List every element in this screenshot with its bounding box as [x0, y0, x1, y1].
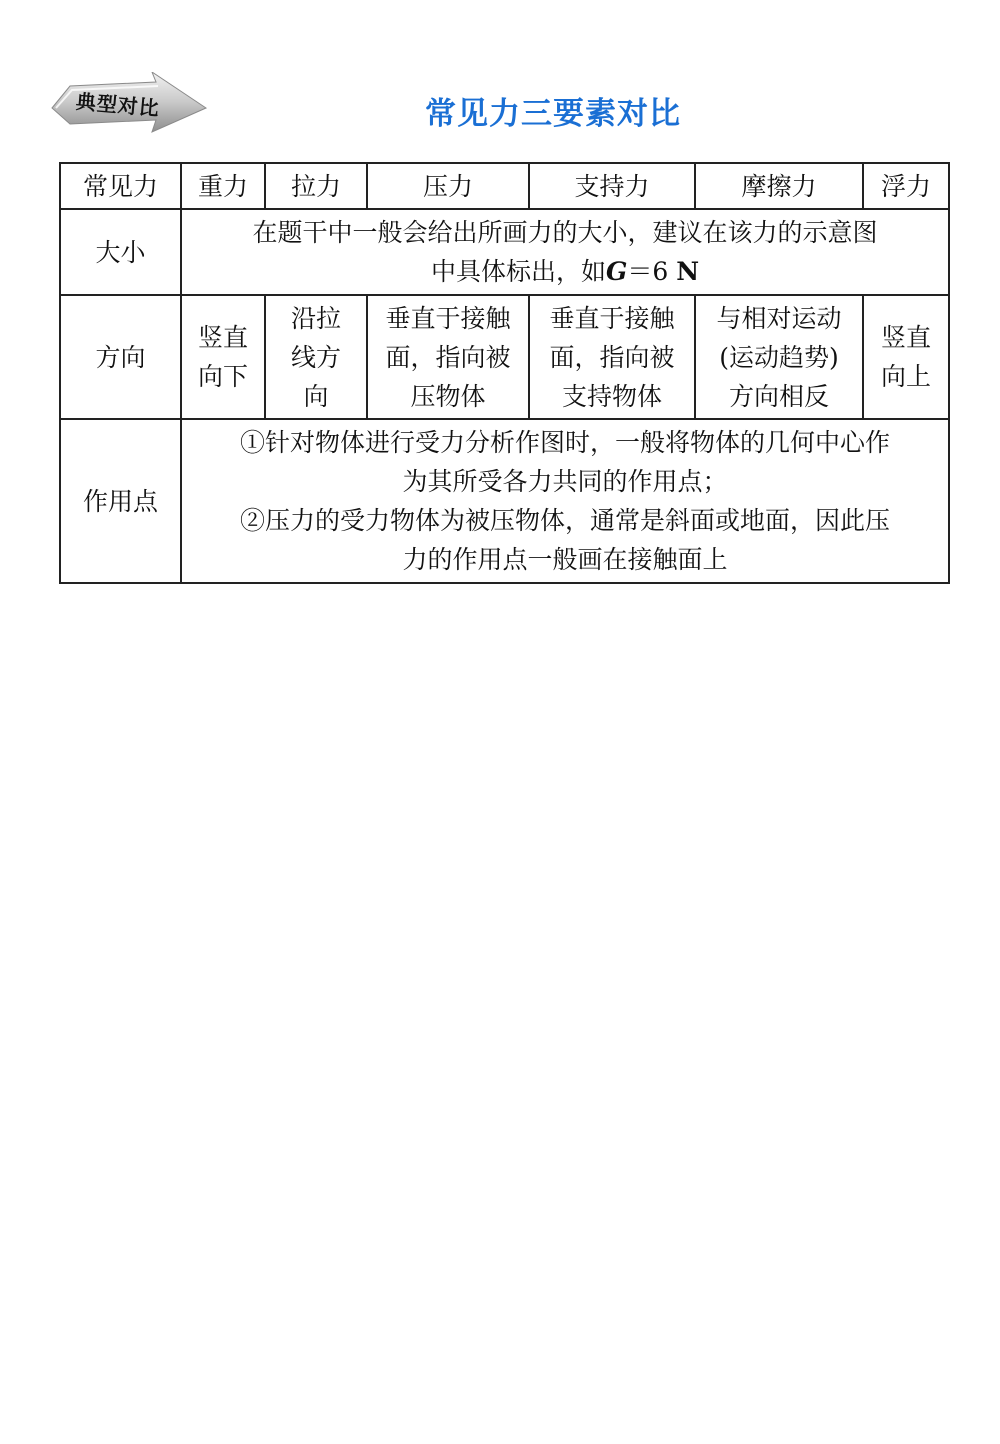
newton-unit: N: [676, 257, 700, 286]
direction-text-line: 向上: [880, 362, 931, 391]
header-cell-buoyancy: 浮力: [863, 163, 949, 209]
size-line-2: [192, 252, 938, 291]
direction-pressure-cell: [367, 295, 529, 419]
row-label-direction: 方向: [60, 295, 181, 419]
gravity-symbol: G: [605, 257, 628, 286]
header-cell-friction: 摩擦力: [695, 163, 863, 209]
direction-text-line: 支持物体: [561, 381, 662, 411]
application-point-line: ②压力的受力物体为被压物体，通常是斜面或地面，因此压: [239, 506, 890, 535]
direction-text-line: 方向相反: [728, 381, 829, 411]
direction-text-line: 竖直: [197, 323, 248, 352]
header-cell-gravity: 重力: [181, 163, 265, 209]
direction-text-line: 压物体: [410, 381, 486, 411]
application-point-line: ①针对物体进行受力分析作图时，一般将物体的几何中心作: [239, 428, 890, 457]
direction-text-line: 线方: [290, 342, 341, 372]
size-line-2-equals: ＝6: [627, 257, 669, 286]
header-cell-common-force: 常见力: [60, 163, 181, 209]
application-point-line: 为其所受各力共同的作用点；: [402, 467, 728, 496]
size-line-2-prefix: 中具体标出，如: [430, 257, 606, 286]
table-header-row: [60, 163, 949, 209]
direction-text-line: 竖直: [880, 323, 931, 352]
application-point-line: 力的作用点一般画在接触面上: [402, 545, 728, 574]
direction-text-line: 向下: [197, 362, 248, 391]
size-description-cell: [181, 209, 949, 295]
direction-gravity-cell: [181, 295, 265, 419]
direction-text-line: 向: [303, 381, 329, 411]
badge-label: 典型对比: [74, 89, 161, 121]
header-cell-tension: 拉力: [265, 163, 367, 209]
header-cell-pressure: 压力: [367, 163, 529, 209]
page-title: 常见力三要素对比: [425, 96, 681, 132]
direction-buoyancy-cell: [863, 295, 949, 419]
direction-text-line: 与相对运动: [716, 303, 842, 333]
typical-comparison-badge: [48, 72, 208, 134]
header-cell-support: 支持力: [529, 163, 695, 209]
direction-friction-cell: [695, 295, 863, 419]
table-row-size: [60, 209, 949, 295]
table-row-direction: [60, 295, 949, 419]
direction-text-line: 沿拉: [290, 303, 341, 333]
direction-tension-cell: [265, 295, 367, 419]
application-point-description-cell: [181, 419, 949, 583]
row-label-size: 大小: [60, 209, 181, 295]
direction-text-line: 面，指向被: [549, 342, 675, 372]
size-line-1: 在题干中一般会给出所画力的大小，建议在该力的示意图: [252, 218, 878, 247]
row-label-application-point: 作用点: [60, 419, 181, 583]
force-comparison-table: [59, 162, 950, 584]
table-row-application-point: [60, 419, 949, 583]
direction-text-line: 面，指向被: [385, 342, 511, 372]
direction-text-line: 垂直于接触: [549, 303, 675, 333]
direction-text-line: 垂直于接触: [385, 303, 511, 333]
direction-support-cell: [529, 295, 695, 419]
direction-text-line: (运动趋势): [719, 342, 839, 372]
